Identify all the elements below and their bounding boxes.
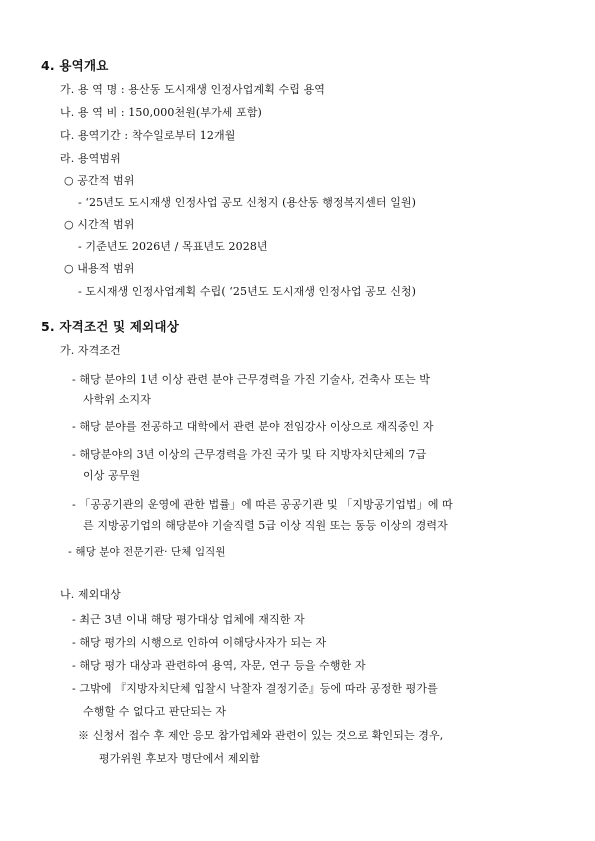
section-4-heading: 4. 용역개요	[41, 58, 109, 73]
spatial-scope-label: ○ 공간적 범위	[64, 174, 135, 187]
exclusion-item: - 최근 3년 이내 해당 평가대상 업체에 재직한 자	[72, 613, 305, 626]
qualification-item: - 해당 분야를 전공하고 대학에서 관련 분야 전임강사 이상으로 재직중인 자	[72, 420, 434, 433]
qualification-item: - 해당분야의 3년 이상의 근무경력을 가진 국가 및 타 지방자치단체의 7급	[72, 448, 427, 461]
temporal-scope-detail: - 기준년도 2026년 / 목표년도 2028년	[78, 240, 268, 253]
exclusion-item: - 해당 평가의 시행으로 인하여 이해당사자가 되는 자	[72, 636, 327, 649]
exclusion-note-cont: 평가위원 후보자 명단에서 제외함	[99, 752, 260, 765]
content-scope-label: ○ 내용적 범위	[64, 262, 135, 275]
service-scope-line: 라. 용역범위	[60, 152, 121, 165]
spatial-scope-detail: - ‘25년도 도시재생 인정사업 공모 신청지 (용산동 행정복지센터 일원)	[78, 196, 417, 209]
qualification-item-cont: 사학위 소지자	[83, 393, 151, 406]
service-cost-line: 나. 용 역 비 : 150,000천원(부가세 포함)	[60, 106, 262, 119]
exclusion-item: - 해당 평가 대상과 관련하여 용역, 자문, 연구 등을 수행한 자	[72, 659, 366, 672]
service-period-line: 다. 용역기간 : 착수일로부터 12개월	[60, 129, 236, 142]
qualification-item-cont: 른 지방공기업의 해당분야 기술직렬 5급 이상 직원 또는 동등 이상의 경력자	[83, 519, 448, 532]
exclusion-note: ※ 신청서 접수 후 제안 응모 참가업체와 관련이 있는 것으로 확인되는 경우,	[78, 729, 444, 742]
content-scope-detail: - 도시재생 인정사업계획 수립( ‘25년도 도시재생 인정사업 공모 신청)	[78, 285, 417, 298]
qualification-item: - 해당 분야 전문기관· 단체 임직원	[68, 546, 226, 558]
exclusion-title: 나. 제외대상	[60, 588, 121, 601]
section-5-heading: 5. 자격조건 및 제외대상	[41, 319, 179, 334]
qualification-item-cont: 이상 공무원	[83, 469, 141, 482]
temporal-scope-label: ○ 시간적 범위	[64, 218, 135, 231]
qualification-item: - 해당 분야의 1년 이상 관련 분야 근무경력을 가진 기술사, 건축사 또는 박	[72, 373, 430, 386]
exclusion-item: - 그밖에 『지방자치단체 입찰시 낙찰자 결정기준』등에 따라 공정한 평가를	[72, 682, 438, 695]
service-name-line: 가. 용 역 명 : 용산동 도시재생 인정사업계획 수립 용역	[60, 83, 326, 96]
qualification-title: 가. 자격조건	[60, 344, 121, 357]
exclusion-item-cont: 수행할 수 없다고 판단되는 자	[83, 705, 227, 718]
qualification-item: - 「공공기관의 운영에 관한 법률」에 따른 공공기관 및 「지방공기업법」에 따	[72, 498, 453, 511]
